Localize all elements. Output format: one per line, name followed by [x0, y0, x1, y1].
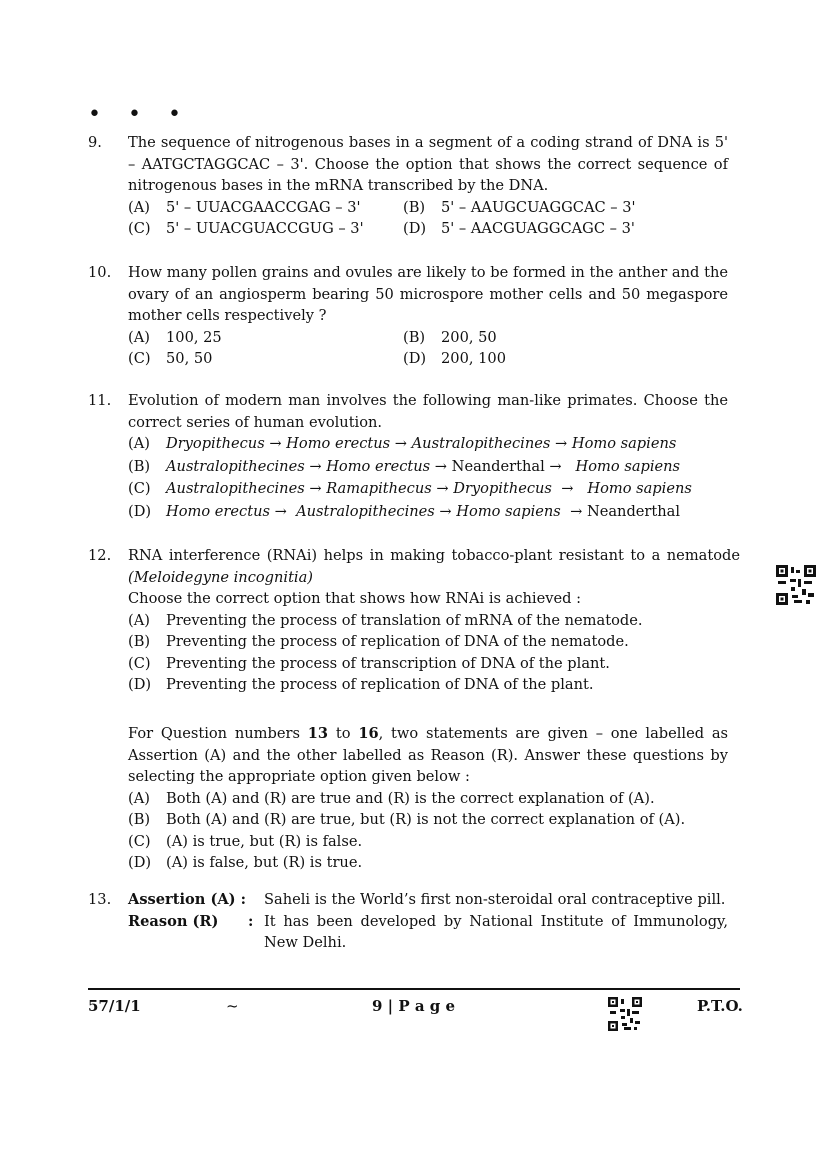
options — [128, 610, 740, 696]
question-number: 10. — [88, 264, 112, 281]
question-text: How many pollen grains and ovules are likely to be formed in the anther and the ovary of an angiosperm bearing 50 microspore mother cells and 50 megaspore mother cells respectively ? — [128, 264, 728, 324]
option-d[interactable]: (D) Homo erectus → Australopithecines → Homo sapiens → Neanderthal — [128, 502, 681, 520]
question-text: The sequence of nitrogenous bases in a segment of a coding strand of DNA is 5' – AATGCTAGGCAC – 3'. Choose the option that shows the correct sequence of nitrogenous bases in the mRNA transcribed by the DNA. — [128, 134, 728, 194]
question-number: 13. — [88, 891, 112, 908]
option-d[interactable]: (D) Preventing the process of replication of DNA of the plant. — [128, 676, 594, 693]
option-d[interactable]: (D) 5' – AACGUAGGCAGC – 3' — [403, 220, 635, 237]
pto-label: P.T.O. — [697, 997, 743, 1015]
option-a[interactable]: (A) Dryopithecus → Homo erectus → Australopithecines → Homo sapiens — [128, 435, 677, 452]
option-c[interactable]: (C) 5' – UUACGUACCGUG – 3' — [128, 220, 364, 237]
question-text: RNA interference (RNAi) helps in making tobacco-plant resistant to a nematode (Meloidegyne incognitia) — [128, 547, 740, 586]
qr-code-icon — [776, 565, 816, 605]
option-b[interactable]: (B) Preventing the process of replication of DNA of the nematode. — [128, 633, 629, 650]
assertion-reason-instructions — [88, 723, 728, 874]
question-11 — [88, 390, 728, 523]
options — [128, 788, 728, 874]
footer-tilde: ~ — [226, 997, 239, 1015]
footer-divider — [88, 988, 740, 990]
question-12 — [88, 545, 740, 696]
question-9 — [88, 132, 728, 240]
options — [128, 433, 728, 523]
option-d[interactable]: (D) 200, 100 — [403, 350, 506, 367]
option-c[interactable]: (C) Preventing the process of transcription of DNA of the plant. — [128, 654, 610, 672]
paper-code: 57/1/1 — [88, 997, 141, 1015]
option-b[interactable]: (B) 5' – AAUGCUAGGCAC – 3' — [403, 198, 636, 216]
option-b: (B) Both (A) and (R) are true, but (R) is not the correct explanation of (A). — [128, 811, 686, 828]
question-number: 11. — [88, 392, 112, 409]
options — [128, 327, 728, 370]
reason: Reason (R) : It has been developed by National Institute of Immunology, New Delhi. — [128, 912, 728, 951]
option-a[interactable]: (A) 5' – UUACGAACCGAG – 3' — [128, 198, 361, 216]
header-dots: • • • — [88, 102, 191, 127]
question-text: Evolution of modern man involves the following man-like primates. Choose the correct series of human evolution. — [128, 392, 728, 431]
option-c[interactable]: (C) 50, 50 — [128, 350, 213, 367]
option-a: (A) Both (A) and (R) are true and (R) is the correct explanation of (A). — [128, 789, 655, 807]
options — [128, 197, 728, 240]
species-name: (Meloidegyne incognitia) — [128, 568, 313, 586]
option-a[interactable]: (A) 100, 25 — [128, 328, 222, 346]
question-prompt: Choose the correct option that shows how RNAi is achieved : — [128, 590, 581, 607]
option-d: (D) (A) is false, but (R) is true. — [128, 854, 363, 871]
question-13 — [88, 889, 728, 954]
assertion: Assertion (A) : Saheli is the World’s first non-steroidal oral contraceptive pill. — [128, 891, 726, 908]
question-10 — [88, 262, 728, 370]
option-c: (C) (A) is true, but (R) is false. — [128, 832, 363, 850]
option-b[interactable]: (B) 200, 50 — [403, 328, 497, 346]
option-c[interactable]: (C) Australopithecines → Ramapithecus → Dryopithecus → Homo sapiens — [128, 480, 692, 497]
option-b[interactable]: (B) Australopithecines → Homo erectus → Neanderthal → Homo sapiens — [128, 457, 681, 475]
option-a[interactable]: (A) Preventing the process of translation of mRNA of the nematode. — [128, 611, 643, 629]
question-number: 9. — [88, 134, 102, 151]
instruction-text: For Question numbers 13 to 16, two statements are given – one labelled as Assertion (A) and the other labelled as Reason (R). Answer these questions by selecting the appropriate option given below : — [128, 725, 729, 785]
question-number: 12. — [88, 547, 112, 564]
footer-qr-code-icon — [608, 997, 642, 1031]
page-number: 9 | P a g e — [372, 997, 456, 1015]
